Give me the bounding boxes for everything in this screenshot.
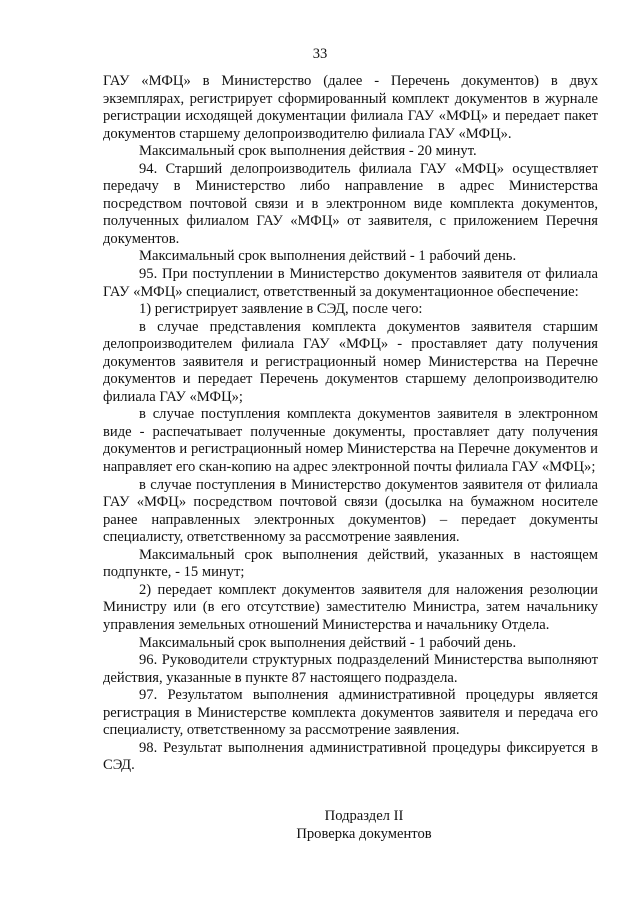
paragraph-continuation: ГАУ «МФЦ» в Министерство (далее - Перечень документов) в двух экземплярах, регистрирует сформированный комплект документов в журнале регистрации исходящей документации филиала ГАУ «МФЦ» и передает пакет документов старшему делопроизводителю филиала ГАУ «МФЦ». [103,73,598,142]
paragraph-time-limit: Максимальный срок выполнения действий - 1 рабочий день. [139,248,517,265]
paragraph-time-limit: Максимальный срок выполнения действий, указанных в настоящем подпункте, - 15 минут; [103,546,598,581]
paragraph-95: 95. При поступлении в Министерство документов заявителя от филиала ГАУ «МФЦ» специалист, ответственный за документационное обеспечение: [103,266,598,300]
page-number: 33 [312,46,328,62]
subsection-header [0,808,640,843]
paragraph-98: 98. Результат выполнения административной процедуры фиксируется в СЭД. [103,739,598,774]
paragraph-97: 97. Результатом выполнения административной процедуры является регистрация в Министерстве комплекта документов заявителя и передача его специалисту, ответственному за рассмотрение заявления. [103,687,598,739]
paragraph-case-paper: в случае представления комплекта документов заявителя старшим делопроизводителем филиала ГАУ «МФЦ» - проставляет дату получения документов заявителя и регистрационный номер Министерства на Перечне документов и передает Перечень документов старшему делопроизводителю филиала ГАУ «МФЦ»; [103,318,598,405]
subsection-title: Проверка документов [296,825,432,842]
paragraph-95-item-2: 2) передает комплект документов заявителя для наложения резолюции Министру или (в его отсутствие) заместителю Министра, затем начальнику управления земельных отношений Министерства и начальнику Отдела. [103,581,598,633]
paragraph-94: 94. Старший делопроизводитель филиала ГАУ «МФЦ» осуществляет передачу в Министерство либо направление в адрес Министерства посредством почтовой связи и в электронном виде комплекта документов, полученных филиалом ГАУ «МФЦ» от заявителя, с приложением Перечня документов. [103,160,598,247]
subsection-label: Подраздел II [324,808,404,824]
paragraph-time-limit: Максимальный срок выполнения действия - 20 минут. [139,143,477,160]
paragraph-case-post: в случае поступления в Министерство документов заявителя от филиала ГАУ «МФЦ» посредством почтовой связи (досылка на бумажном носителе ранее направленных электронных документов) – передает документы специалисту, ответственному за рассмотрение заявления. [103,476,598,546]
paragraph-96: 96. Руководители структурных подразделений Министерства выполняют действия, указанные в пункте 87 настоящего подраздела. [103,652,598,686]
document-body [103,73,598,775]
paragraph-95-item-1: 1) регистрирует заявление в СЭД, после чего: [139,301,423,318]
paragraph-time-limit: Максимальный срок выполнения действий - 1 рабочий день. [139,634,517,651]
paragraph-case-electronic: в случае поступления комплекта документов заявителя в электронном виде - распечатывает полученные документы, проставляет дату получения документов и регистрационный номер Министерства на Перечне документов и направляет его скан-копию на адрес электронной почты филиала ГАУ «МФЦ»; [103,406,598,476]
